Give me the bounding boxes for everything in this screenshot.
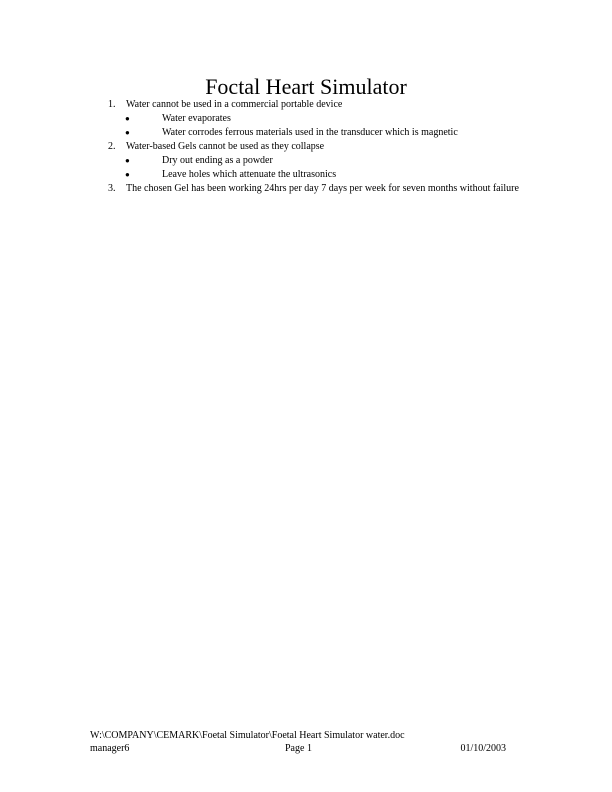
footer-file-path: W:\COMPANY\CEMARK\Foetal Simulator\Foetal Heart Simulator water.doc: [90, 730, 405, 741]
footer-page-number: Page 1: [285, 743, 312, 754]
sub-bullet-item: [0, 154, 612, 168]
sub-bullet-text: Water corrodes ferrous materials used in the transducer which is magnetic: [162, 127, 458, 138]
sub-bullet-text: Leave holes which attenuate the ultrasonics: [162, 169, 337, 180]
list-item-1: [0, 98, 522, 112]
bullet-icon: ●: [125, 128, 130, 137]
footer-date: 01/10/2003: [460, 743, 506, 754]
footer-author: manager6: [90, 743, 130, 754]
sub-bullet-item: [0, 126, 612, 140]
sub-bullet-list: [0, 112, 612, 140]
bullet-icon: ●: [125, 156, 130, 165]
sub-bullet-text: Water evaporates: [162, 113, 231, 124]
list-item-text: Water-based Gels cannot be used as they collapse: [126, 141, 325, 152]
sub-bullet-item: [0, 112, 612, 126]
list-number: 1.: [108, 99, 116, 110]
list-item-3: [0, 182, 522, 196]
list-number: 3.: [108, 183, 116, 194]
list-item-text: The chosen Gel has been working 24hrs per day 7 days per week for seven months without failure: [126, 183, 519, 194]
list-item-2: [0, 140, 522, 154]
sub-bullet-text: Dry out ending as a powder: [162, 155, 273, 166]
footer: [90, 743, 506, 755]
list-number: 2.: [108, 141, 116, 152]
sub-bullet-list: [0, 154, 612, 182]
bullet-icon: ●: [125, 170, 130, 179]
numbered-list: [0, 98, 612, 196]
list-item-text: Water cannot be used in a commercial portable device: [126, 99, 343, 110]
bullet-icon: ●: [125, 114, 130, 123]
page-title: Foctal Heart Simulator: [205, 74, 407, 99]
sub-bullet-item: [0, 168, 612, 182]
